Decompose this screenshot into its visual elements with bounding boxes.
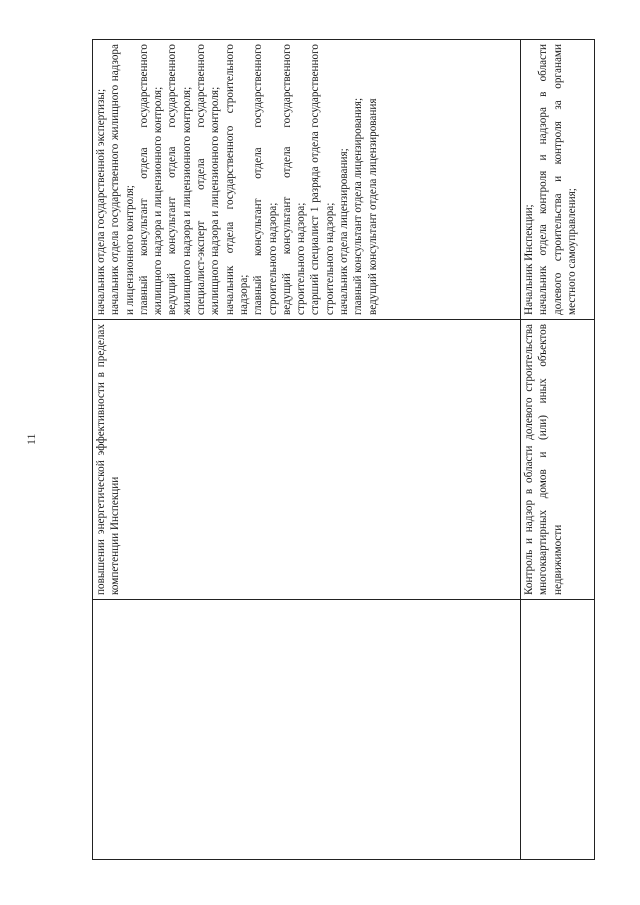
staff-item: начальник отдела контроля и надзора в области долевого строительства и контроля за органами местного самоуправления; xyxy=(537,44,578,315)
staff-item: старший специалист 1 разряда отдела государственного строительного надзора; xyxy=(309,44,336,315)
table-cell-staff xyxy=(93,40,521,320)
staff-item: ведущий консультант отдела государственного жилищного надзора и лицензионного контроля; xyxy=(166,44,193,315)
responsibility-table xyxy=(92,39,595,860)
page-number: 11 xyxy=(24,433,38,445)
staff-item: главный консультант отдела государственного жилищного надзора и лицензионного контроля; xyxy=(137,44,165,315)
table-cell-empty xyxy=(521,600,595,860)
staff-item: начальник отдела государственного строительного надзора; xyxy=(223,44,250,315)
staff-item: начальник отдела государственного жилищного надзора и лицензионного контроля; xyxy=(109,44,136,315)
staff-item: главный консультант отдела государственного строительного надзора; xyxy=(252,44,279,315)
staff-item: ведущий консультант отдела лицензирования xyxy=(366,98,379,315)
staff-item: начальник отдела лицензирования; xyxy=(338,148,351,315)
staff-item: начальник отдела государственной экспертизы; xyxy=(95,88,107,315)
staff-item: специалист-эксперт отдела государственного жилищного надзора и лицензионного контроля; xyxy=(195,44,222,315)
staff-item: главный консультант отдела лицензирования; xyxy=(352,97,365,315)
table-cell-function: повышении энергетической эффективности в пределах компетенции Инспекции xyxy=(93,320,521,600)
table-cell-empty xyxy=(93,600,521,860)
table-row xyxy=(521,40,595,860)
table-cell-function: Контроль и надзор в области долевого строительства многоквартирных домов и (или) иных объектов недвижимости xyxy=(521,320,595,600)
table-cell-staff xyxy=(521,40,595,320)
staff-item: ведущий консультант отдела государственного строительного надзора; xyxy=(280,44,308,315)
staff-item: Начальник Инспекции; xyxy=(523,204,535,315)
table-row xyxy=(93,40,521,860)
rotated-table-page xyxy=(92,40,590,860)
